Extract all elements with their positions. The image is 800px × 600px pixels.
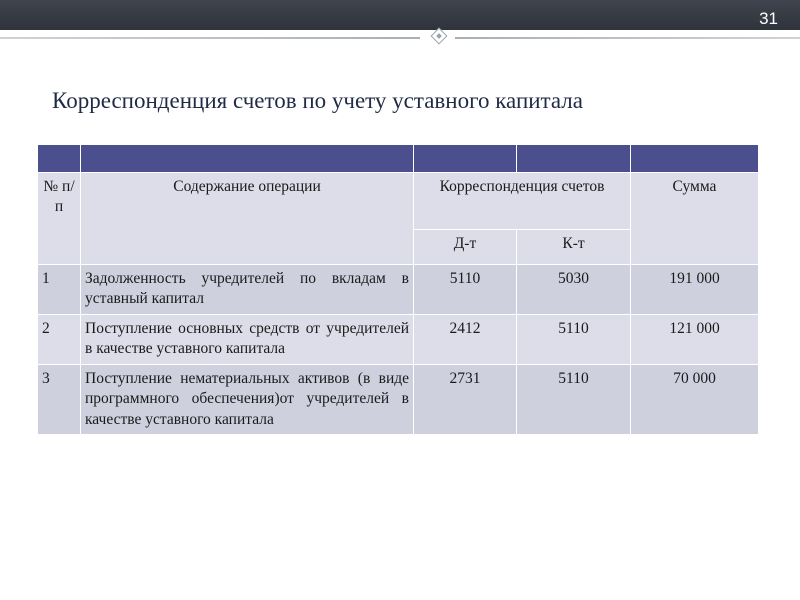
header-band-cell [631,145,759,173]
row-credit: 5110 [517,364,631,434]
header-band-cell [517,145,631,173]
table-header-row [38,173,759,230]
table-header-band [38,145,759,173]
decorative-line-right [455,37,800,39]
correspondence-table [37,144,759,435]
row-amount: 121 000 [631,314,759,364]
row-number: 3 [38,364,81,434]
row-operation: Поступление основных средств от учредителей в качестве уставного капитала [81,314,414,364]
row-number: 2 [38,314,81,364]
table-row [38,364,759,434]
header-band-cell [81,145,414,173]
header-debit: Д-т [414,230,517,265]
header-operation: Содержание операции [81,173,414,265]
header-correspondence: Корреспонденция счетов [414,173,631,230]
row-number: 1 [38,265,81,315]
row-operation: Поступление нематериальных активов (в виде программного обеспечения)от учредителей в качестве уставного капитала [81,364,414,434]
row-debit: 2731 [414,364,517,434]
row-operation: Задолженность учредителей по вкладам в уставный капитал [81,265,414,315]
header-amount: Сумма [631,173,759,265]
header-credit: К-т [517,230,631,265]
slide-title: Корреспонденция счетов по учету уставного капитала [52,88,583,113]
row-debit: 2412 [414,314,517,364]
table-row [38,314,759,364]
header-band-cell [414,145,517,173]
top-bar [0,0,800,30]
header-number: № п/п [38,173,81,265]
row-debit: 5110 [414,265,517,315]
table-row [38,265,759,315]
row-credit: 5030 [517,265,631,315]
decorative-line-left [0,37,420,39]
row-amount: 70 000 [631,364,759,434]
row-credit: 5110 [517,314,631,364]
row-amount: 191 000 [631,265,759,315]
slide-number: 31 [759,9,778,28]
header-band-cell [38,145,81,173]
